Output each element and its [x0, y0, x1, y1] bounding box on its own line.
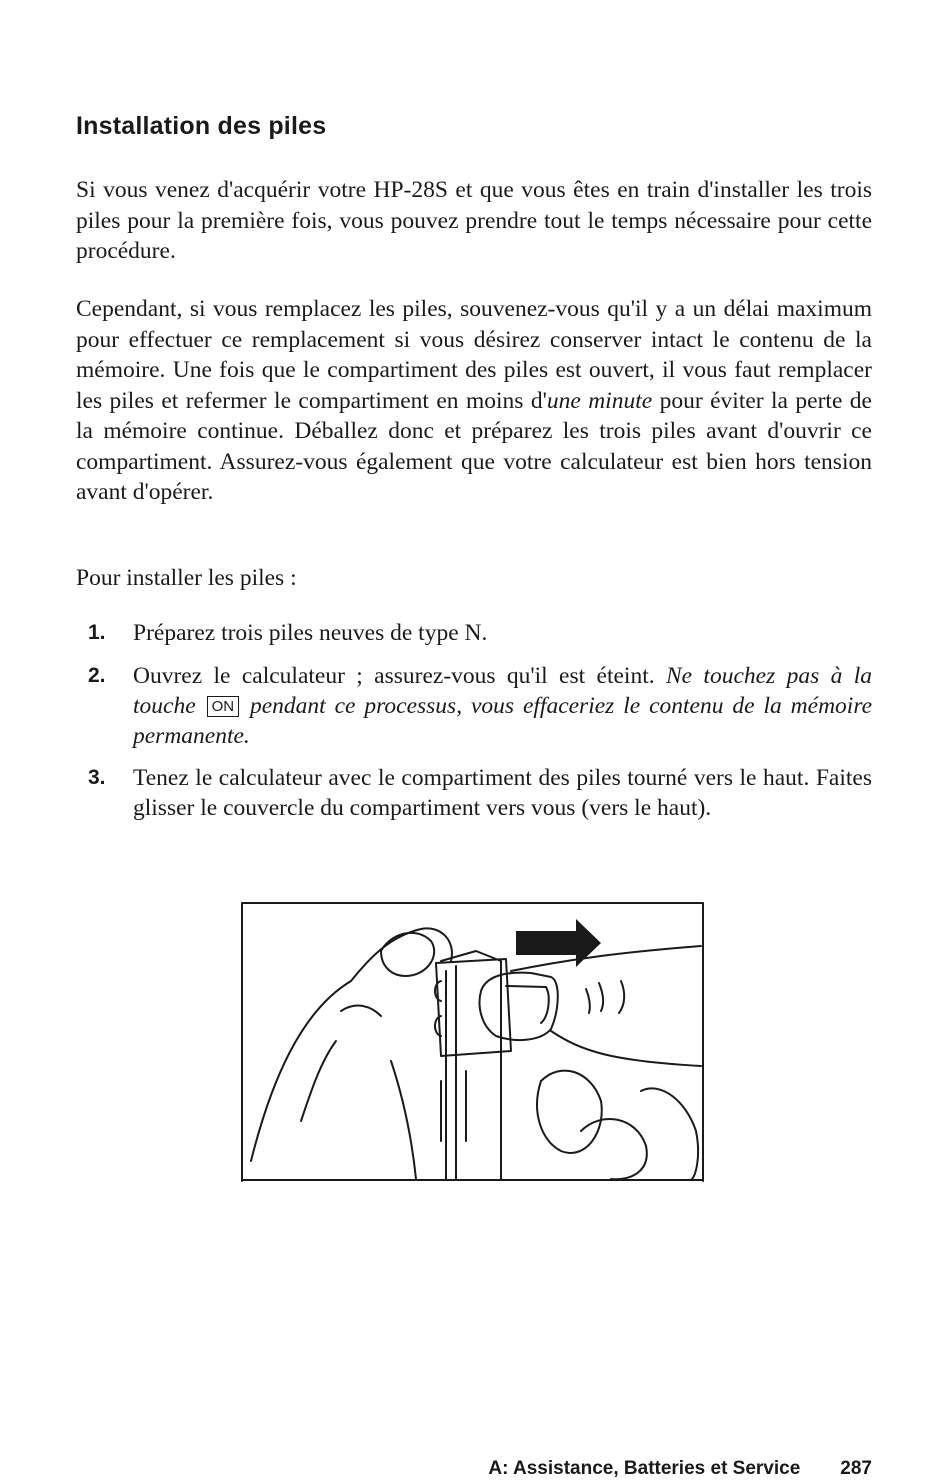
battery-compartment-illustration: [241, 901, 704, 1182]
step-number: 3.: [88, 766, 106, 789]
left-hand-crease: [341, 1006, 381, 1016]
paragraph-warning-part2: pour éviter la perte de la mémoire continue. Déballez donc et préparez les trois piles avant d'ouvrir ce compartiment. Assurez-vous également que votre calculateur est bien hors tension avant d'opérer.: [76, 387, 872, 505]
right-thumb: [480, 973, 558, 1040]
step-text-italic-2: pendant ce processus, vous effaceriez le contenu de la mémoire permanente.: [133, 693, 873, 749]
skin-crease-1: [586, 989, 590, 1013]
skin-crease-2: [599, 983, 603, 1011]
on-key-glyph: ON: [207, 696, 240, 717]
step-text-plain: Ouvrez le calculateur ; assurez-vous qu'il est éteint.: [133, 663, 666, 689]
skin-crease-3: [619, 981, 624, 1013]
left-thumb: [381, 933, 434, 976]
step-text-italic-1: Ne touchez pas à la touche: [133, 663, 872, 719]
right-finger-2: [581, 1119, 647, 1179]
calculator-body: [441, 951, 501, 1179]
step-number: 1.: [88, 621, 106, 644]
right-thumbnail: [506, 986, 549, 1023]
emphasis-one-minute: une minute: [546, 387, 653, 414]
steps-intro: Pour installer les piles :: [76, 565, 297, 591]
step-text: Préparez trois piles neuves de type N.: [133, 620, 488, 646]
paragraph-warning: [76, 294, 872, 508]
right-hand-lower: [551, 1031, 701, 1066]
right-finger-1: [537, 1071, 602, 1153]
step-text: [133, 661, 872, 751]
right-finger-3: [641, 1088, 698, 1180]
left-hand-crease-2: [301, 1041, 336, 1121]
step-text: Tenez le calculateur avec le compartiment des piles tourné vers le haut. Faites glisser le couvercle du compartiment vers vous (vers le haut).: [133, 765, 872, 821]
step-number: 2.: [88, 664, 106, 687]
left-hand-outline: [251, 928, 452, 1161]
footer-section-title: A: Assistance, Batteries et Service: [488, 1458, 801, 1479]
slide-direction-arrow-icon: [516, 919, 601, 967]
paragraph-warning-part1: Cependant, si vous remplacez les piles, souvenez-vous qu'il y a un délai maximum pour effectuer ce remplacement si vous désirez conserver intact le contenu de la mémoire. Une fois que le compartiment des piles est ouvert, il vous faut remplacer les piles et refermer le compartiment en moins d': [76, 296, 872, 414]
figure-frame: [242, 903, 703, 1181]
section-heading: Installation des piles: [76, 112, 327, 140]
left-wrist: [391, 1061, 416, 1179]
paragraph-intro: Si vous venez d'acquérir votre HP-28S et que vous êtes en train d'installer les trois piles pour la première fois, vous pouvez prendre tout le temps nécessaire pour cette procédure.: [76, 177, 872, 264]
page-footer: [0, 1458, 872, 1480]
battery-compartment: [436, 959, 511, 1056]
page-number: 287: [840, 1458, 872, 1479]
